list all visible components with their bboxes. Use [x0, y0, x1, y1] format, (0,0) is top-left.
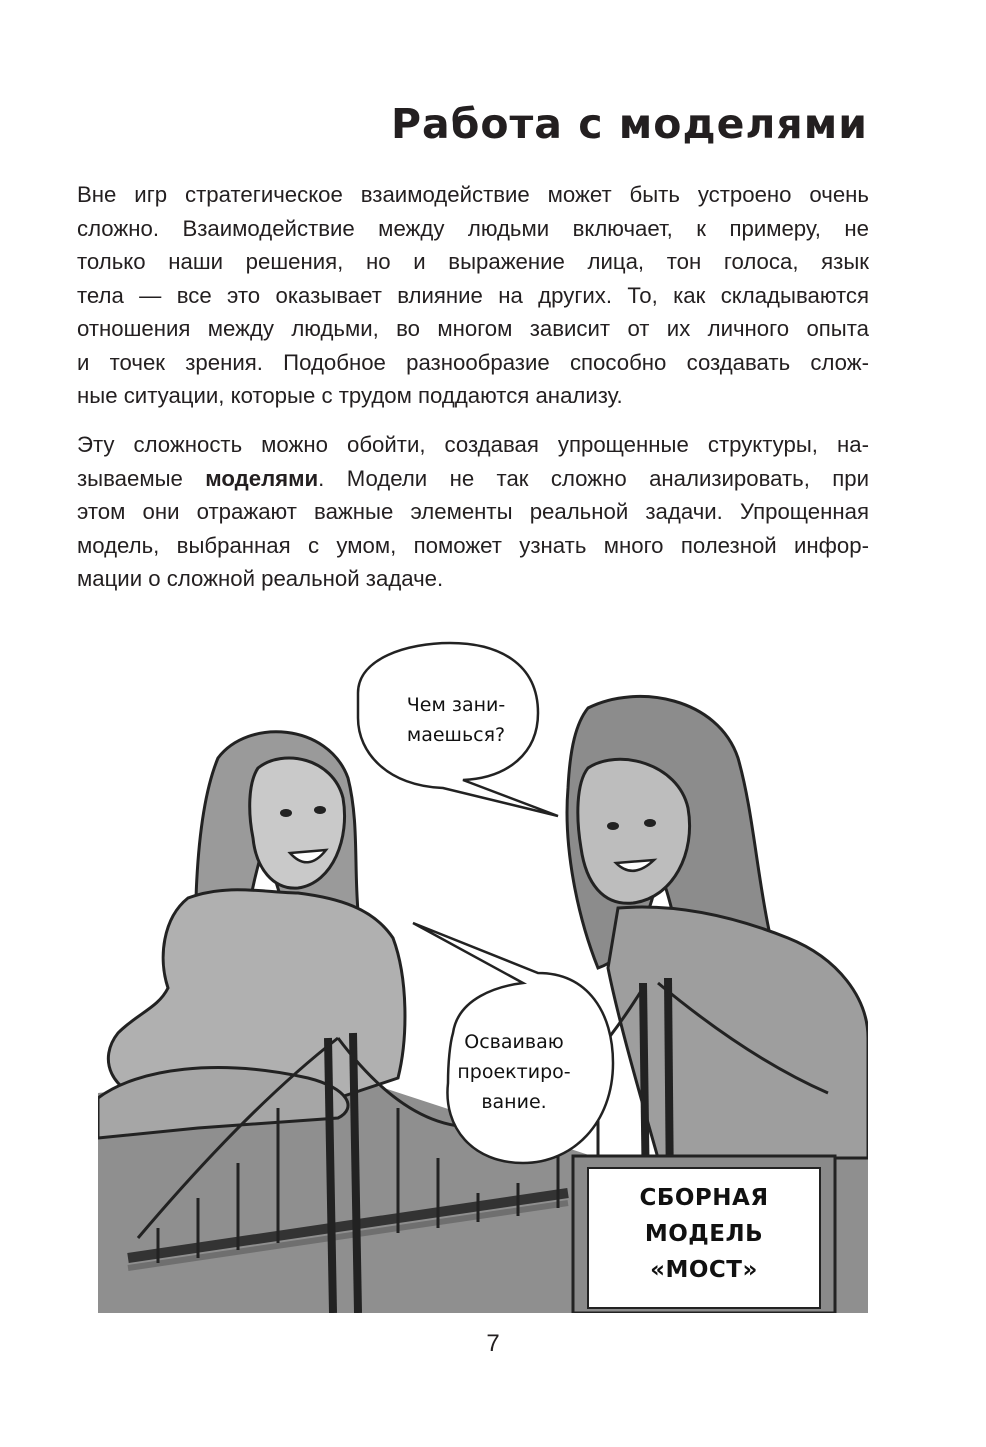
text-line: тела — все это оказывает влияние на других. То, как складываются [77, 282, 869, 308]
bubble-line: вание. [481, 1091, 547, 1113]
bubble-line: проектиро- [457, 1061, 571, 1083]
sign-line: МОДЕЛЬ [644, 1221, 764, 1247]
text-line: Вне игр стратегическое взаимодействие может быть устроено очень [77, 182, 869, 207]
text-line: этом они отражают важные элементы реальной задачи. Упрощенная [77, 499, 869, 524]
sign-line: СБОРНАЯ [639, 1185, 769, 1211]
left-girl-eye [280, 809, 292, 817]
bubble-line: маешься? [406, 724, 506, 746]
text-line: ные ситуации, которые с трудом поддаются анализу. [77, 383, 623, 408]
text-line: только наши решения, но и выражение лица, тон голоса, язык [77, 249, 869, 274]
left-girl-face [250, 758, 345, 888]
text-line: сложно. Взаимодействие между людьми включает, к примеру, не [77, 215, 869, 241]
right-girl-eye [644, 819, 656, 827]
paragraph-2 [77, 428, 869, 596]
text-run: . Модели не так сложно анализировать, при [318, 465, 869, 491]
paragraph-1 [77, 178, 869, 413]
bubble-line: Чем зани- [406, 694, 506, 716]
text-line: отношения между людьми, во многом зависит от их личного опыта [77, 316, 869, 341]
text-line: мации о сложной реальной задаче. [77, 566, 444, 591]
page-title: Работа с моделями [391, 100, 868, 148]
text-run: зываемые [77, 465, 206, 491]
left-girl-eye [314, 806, 326, 814]
right-girl-eye [607, 822, 619, 830]
page-number: 7 [486, 1330, 500, 1357]
bold-term: моделями [205, 465, 319, 491]
right-girl-face [578, 759, 690, 903]
text-line [77, 462, 869, 496]
model-sign-text [598, 1180, 810, 1288]
text-line: Эту сложность можно обойти, создавая упрощенные структуры, на- [77, 432, 869, 457]
text-line: и точек зрения. Подобное разнообразие способно создавать слож- [77, 349, 869, 375]
speech-bubble-1-text [388, 690, 524, 750]
text-line: модель, выбранная с умом, поможет узнать много полезной инфор- [77, 532, 869, 558]
bubble-line: Осваиваю [464, 1031, 564, 1053]
sign-line: «МОСТ» [650, 1257, 758, 1283]
speech-bubble-2-text [438, 1027, 590, 1117]
